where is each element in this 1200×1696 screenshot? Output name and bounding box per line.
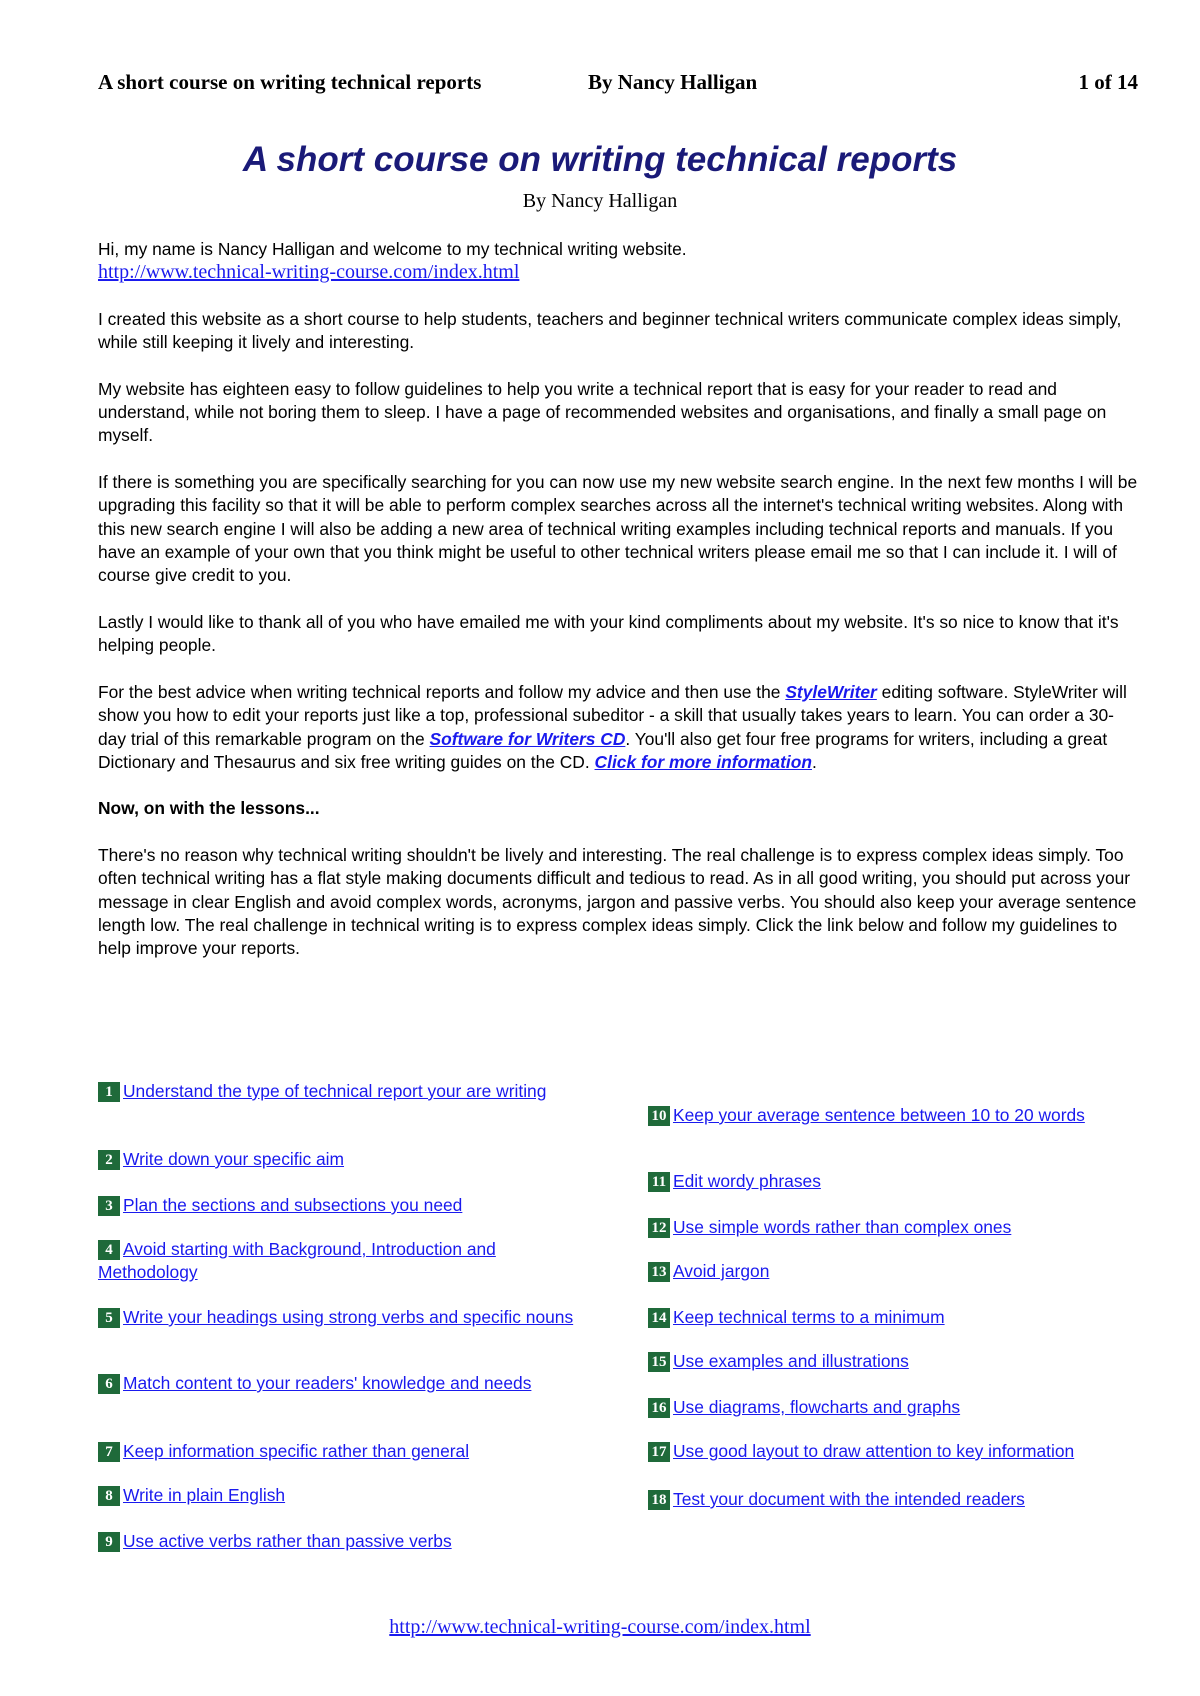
- lesson-link-6[interactable]: [98, 1372, 578, 1395]
- lessons-lead: Now, on with the lessons...: [98, 798, 320, 819]
- lesson-label: Keep information specific rather than general: [123, 1441, 470, 1461]
- lesson-label: Use good layout to draw attention to key information: [673, 1441, 1075, 1461]
- paragraph-purpose: I created this website as a short course to help students, teachers and beginner technical writers communicate complex ideas simply, while still keeping it lively and interesting.: [98, 308, 1122, 353]
- lesson-label: Keep technical terms to a minimum: [673, 1307, 945, 1327]
- lesson-number-icon: 6: [98, 1374, 120, 1394]
- stylewriter-text-d: .: [811, 751, 817, 772]
- lesson-number-icon: 10: [648, 1106, 670, 1126]
- header-author: By Nancy Halligan: [588, 70, 758, 94]
- lesson-link-8[interactable]: [98, 1484, 578, 1507]
- lesson-number-icon: 11: [648, 1172, 670, 1192]
- lesson-link-13[interactable]: [648, 1260, 1128, 1283]
- stylewriter-text-c: . You'll also get four free programs for writers, including a great Dictionary and Thesaurus and six free writing guides on the CD.: [98, 728, 1108, 772]
- intro-paragraph: [98, 238, 1138, 285]
- lesson-list: [98, 1080, 1138, 1610]
- lesson-label: Avoid starting with Background, Introduction and Methodology: [98, 1239, 496, 1283]
- lesson-number-icon: 3: [98, 1196, 120, 1216]
- lesson-number-icon: 13: [648, 1262, 670, 1282]
- paragraph-stylewriter: [98, 681, 1138, 775]
- lesson-label: Avoid jargon: [673, 1261, 770, 1281]
- lesson-number-icon: 14: [648, 1308, 670, 1328]
- greeting-text: Hi, my name is Nancy Halligan and welcome to my technical writing website.: [98, 239, 687, 259]
- paragraph-search: If there is something you are specifically searching for you can now use my new website search engine. In the next few months I will be upgrading this facility so that it will be able to perform complex searches across all the internet's technical writing websites. Along with this new search engine I will also be adding a new area of technical writing examples including technical reports and manuals. If you have an example of your own that you think might be useful to other technical writers please email me so that I can include it. I will of course give credit to you.: [98, 471, 1138, 586]
- header-page-number: 1 of 14: [1078, 70, 1138, 94]
- lesson-label: Write down your specific aim: [123, 1149, 345, 1169]
- page-title: A short course on writing technical reports: [242, 140, 958, 179]
- stylewriter-text-a: For the best advice when writing technical reports and follow my advice and then use the: [98, 681, 786, 702]
- site-url-link[interactable]: http://www.technical-writing-course.com/index.html: [98, 261, 520, 284]
- body-text: [98, 238, 1138, 984]
- page-footer: [0, 1616, 1200, 1639]
- lesson-label: Test your document with the intended readers: [673, 1489, 1025, 1509]
- lesson-number-icon: 15: [648, 1352, 670, 1372]
- lesson-label: Use diagrams, flowcharts and graphs: [673, 1397, 961, 1417]
- stylewriter-text-b: editing software. StyleWriter will show you how to edit your reports just like a top, professional subeditor - a skill that usually takes years to learn. You can order a 30-day trial of this remarkable program on the: [98, 681, 1127, 749]
- more-information-link[interactable]: Click for more information: [594, 751, 812, 772]
- lesson-link-3[interactable]: [98, 1194, 578, 1217]
- lesson-number-icon: 9: [98, 1532, 120, 1552]
- lesson-number-icon: 12: [648, 1218, 670, 1238]
- lesson-link-18[interactable]: [648, 1488, 1128, 1511]
- paragraph-challenge: There's no reason why technical writing shouldn't be lively and interesting. The real challenge is to express complex ideas simply. Too often technical writing has a flat style making documents difficult and tedious to read. As in all good writing, you should put across your message in clear English and avoid complex words, acronyms, jargon and passive verbs. You should also keep your average sentence length low. The real challenge in technical writing is to express complex ideas simply. Click the link below and follow my guidelines to help improve your reports.: [98, 844, 1137, 959]
- lesson-link-11[interactable]: [648, 1170, 1128, 1193]
- lesson-link-5[interactable]: [98, 1306, 578, 1329]
- lesson-number-icon: 7: [98, 1442, 120, 1462]
- lesson-link-17[interactable]: [648, 1440, 1128, 1463]
- lesson-number-icon: 5: [98, 1308, 120, 1328]
- lesson-link-4[interactable]: [98, 1238, 578, 1285]
- paragraph-thanks: Lastly I would like to thank all of you who have emailed me with your kind compliments about my website. It's so nice to know that it's helping people.: [98, 611, 1119, 656]
- lesson-label: Plan the sections and subsections you need: [123, 1195, 463, 1215]
- lesson-link-15[interactable]: [648, 1350, 1128, 1373]
- footer-url-link[interactable]: http://www.technical-writing-course.com/index.html: [389, 1616, 811, 1638]
- lesson-link-9[interactable]: [98, 1530, 578, 1553]
- lesson-number-icon: 1: [98, 1082, 120, 1102]
- lesson-number-icon: 4: [98, 1240, 120, 1260]
- lesson-number-icon: 17: [648, 1442, 670, 1462]
- lesson-label: Edit wordy phrases: [673, 1171, 821, 1191]
- lesson-label: Understand the type of technical report your are writing: [123, 1081, 547, 1101]
- lesson-label: Match content to your readers' knowledge and needs: [123, 1373, 532, 1393]
- lesson-number-icon: 8: [98, 1486, 120, 1506]
- paragraph-guidelines: My website has eighteen easy to follow guidelines to help you write a technical report that is easy for your reader to read and understand, while not boring them to sleep. I have a page of recommended websites and organisations, and finally a small page on myself.: [98, 378, 1107, 446]
- lesson-link-14[interactable]: [648, 1306, 1128, 1329]
- lesson-link-16[interactable]: [648, 1396, 1128, 1419]
- lesson-link-1[interactable]: [98, 1080, 578, 1103]
- lesson-label: Use active verbs rather than passive verbs: [123, 1531, 452, 1551]
- lesson-number-icon: 2: [98, 1150, 120, 1170]
- byline: By Nancy Halligan: [522, 190, 678, 212]
- lesson-link-2[interactable]: [98, 1148, 578, 1171]
- lesson-label: Keep your average sentence between 10 to 20 words: [673, 1105, 1085, 1125]
- lesson-label: Write your headings using strong verbs and specific nouns: [123, 1307, 574, 1327]
- lesson-label: Use simple words rather than complex ones: [673, 1217, 1012, 1237]
- lesson-link-10[interactable]: [648, 1104, 1128, 1127]
- lesson-number-icon: 18: [648, 1490, 670, 1510]
- software-for-writers-link[interactable]: Software for Writers CD: [429, 728, 626, 749]
- lesson-number-icon: 16: [648, 1398, 670, 1418]
- lesson-link-12[interactable]: [648, 1216, 1128, 1239]
- running-header: [98, 70, 1138, 100]
- lesson-label: Write in plain English: [123, 1485, 286, 1505]
- stylewriter-link[interactable]: StyleWriter: [785, 681, 877, 702]
- header-title: A short course on writing technical reports: [98, 70, 482, 94]
- lesson-link-7[interactable]: [98, 1440, 578, 1463]
- lesson-label: Use examples and illustrations: [673, 1351, 909, 1371]
